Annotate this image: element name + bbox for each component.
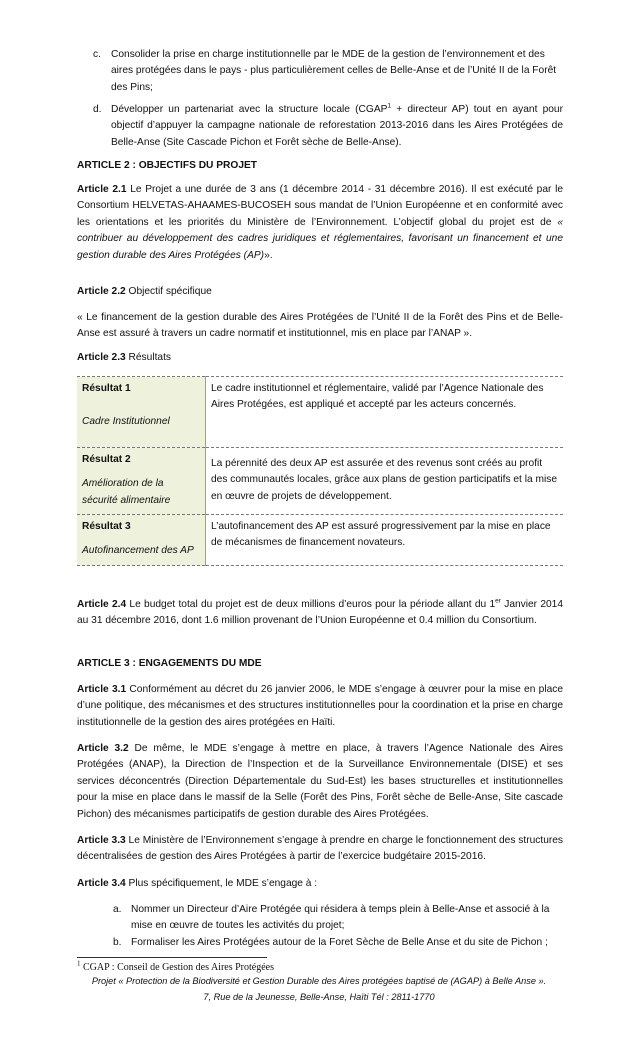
- footer-line-2: 7, Rue de la Jeunesse, Belle-Anse, Haïti Tél : 2811-1770: [203, 992, 435, 1002]
- article-2-1: Article 2.1 Le Projet a une durée de 3 ans (1 décembre 2014 - 31 décembre 2016). Il est exécuté par le Consortium HELVETAS-AHAAMES-BUCOSEH sous mandat de l’Union Européenne et en conformité avec les orientations et les priorités du Ministère de l’Environnement. L’objectif global du projet est de « contribuer au développement des cadres juridiques et réglementaires, favorisant un financement et une gestion durable des Aires Protégées (AP)».: [77, 184, 563, 261]
- list-item-b: b. Formaliser les Aires Protégées autour de la Foret Sèche de Belle Anse et du site de Pichon ;: [113, 937, 548, 948]
- table-row: Résultat 3 Autofinancement des AP L’autofinancement des AP est assuré progressivement par la mise en place de mécanismes de financement novateurs.: [77, 515, 563, 566]
- article-2-2-heading: Article 2.2 Objectif spécifique: [77, 286, 212, 297]
- article-3-2: Article 3.2 De même, le MDE s’engage à mettre en place, à travers l’Agence Nationale des Aires Protégées (ANAP), la Direction de l’Inspection et de la Surveillance Environnementale (DISE) et ses services déconcentrés (Direction Départementale du Sud-Est) les bases structurelles et institutionnelles pour la mise en place dans le massif de la Selle (Forêt des Pins, Forêt sèche de Belle-Anse, Site cascade Pichon) des mécanismes participatifs de gestion durable des Aires Protégées.: [77, 743, 563, 820]
- article-3-4: Article 3.4 Plus spécifiquement, le MDE s’engage à :: [77, 878, 318, 889]
- article-3-3: Article 3.3 Le Ministère de l’Environnement s’engage à prendre en charge le fonctionnement des structures décentralisées de gestion des Aires Protégées à partir de l’exercice budgétaire 2015-2016.: [77, 835, 564, 863]
- article-2-4: Article 2.4 Le budget total du projet est de deux millions d’euros pour la période allant du 1er Janvier 2014 au 31 décembre 2016, dont 1.6 million provenant de l’Union Européenne et 0.4 million du Consortium.: [77, 597, 564, 627]
- list-item-c: [93, 47, 563, 96]
- table-row: Résultat 2 Amélioration de la sécurité alimentaire La pérennité des deux AP est assurée et des revenus sont créés au profit des communautés locales, grâce aux plans de gestion participatifs et la mise en œuvre de projets de développement.: [77, 448, 563, 515]
- footer-line-1: Projet « Protection de la Biodiversité et Gestion Durable des Aires protégées baptisé de (AGAP) à Belle Anse ».: [91, 976, 547, 986]
- list-label: d.: [93, 104, 102, 115]
- article-3-heading: ARTICLE 3 : ENGAGEMENTS DU MDE: [77, 658, 262, 669]
- article-3-1: Article 3.1 Conformément au décret du 26 janvier 2006, le MDE s’engage à œuvrer pour la mise en place d’une politique, des mécanismes et des structures institutionnelles pour la coordination et la prise en charge institutionnelle de la gestion des aires protégées en Haïti.: [77, 684, 564, 728]
- table-row: Résultat 1 Cadre Institutionnel Le cadre institutionnel et réglementaire, validé par l’Agence Nationale des Aires Protégées, est appliqué et accepté par les acteurs concernés.: [77, 377, 563, 448]
- results-table: [77, 376, 563, 566]
- list-text: Consolider la prise en charge institutionnelle par le MDE de la gestion de l’environnement et des aires protégées dans le pays - plus particulièrement celles de Belle-Anse et de l’Unité II de la Forêt des Pins;: [111, 49, 557, 93]
- article-2-heading: ARTICLE 2 : OBJECTIFS DU PROJET: [77, 160, 257, 171]
- list-text: Développer un partenariat avec la structure locale ($CGAP^1$ + directeur AP) tout en ayant pour objectif d’appuyer la campagne nationale de reforestation 2013-2016 dans les Aires Protégées de Belle-Anse (Site Cascade Pichon et Forêt sèche de Belle-Anse).: [111, 102, 563, 148]
- footnote-divider: [77, 957, 267, 958]
- list-item-d: [93, 102, 563, 151]
- article-2-2-text: « Le financement de la gestion durable des Aires Protégées de l’Unité II de la Forêt des Pins et de Belle-Anse est assuré à travers un cadre normatif et institutionnel, mis en place par l’ANAP ».: [77, 312, 563, 340]
- list-label: c.: [93, 49, 101, 60]
- list-item-a: a. Nommer un Directeur d’Aire Protégée qui résidera à temps plein à Belle-Anse et associé à la mise en œuvre de toutes les activités du projet;: [113, 904, 550, 932]
- article-2-3-heading: Article 2.3 Résultats: [77, 352, 171, 363]
- footnote-ref: 1: [387, 102, 392, 110]
- footnote: $^1$ CGAP : Conseil de Gestion des Aires Protégées: [77, 959, 275, 973]
